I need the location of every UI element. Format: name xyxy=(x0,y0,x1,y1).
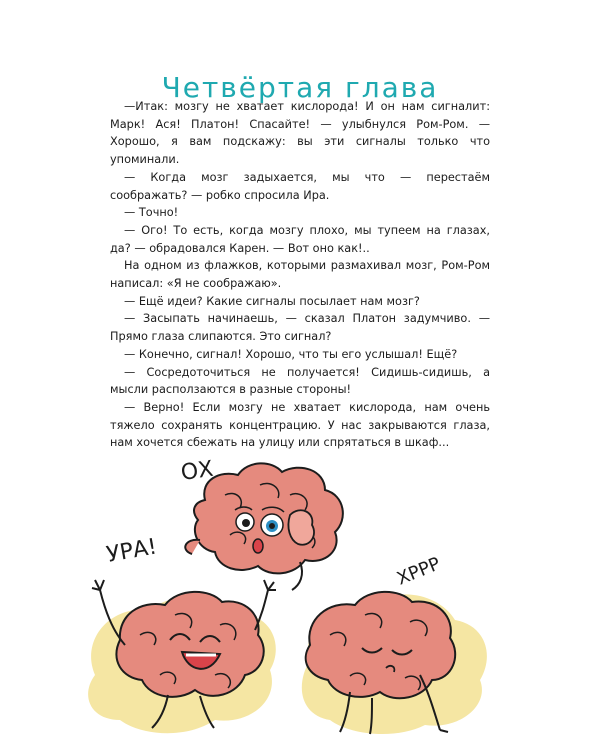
paragraph: — Верно! Если мозгу не хватает кислорода, нам очень тяжело сохранять концентрацию. У нас закрываются глаза, нам хочется сбежать на улицу или спрятаться в шкаф... xyxy=(110,400,490,450)
sound-effect-hooray: УРА! xyxy=(104,534,159,568)
chapter-text xyxy=(110,98,490,452)
paragraph: — Точно! xyxy=(124,206,179,220)
paragraph: — Ещё идеи? Какие сигналы посылает нам мозг? xyxy=(124,294,420,308)
brain-surprised xyxy=(185,463,343,590)
brains-illustration xyxy=(0,440,600,750)
paragraph: — Конечно, сигнал! Хорошо, что ты его услышал! Ещё? xyxy=(124,347,458,361)
paragraph: — Засыпать начинаешь, — сказал Платон задумчиво. — Прямо глаза слипаются. Это сигнал? xyxy=(110,312,490,344)
sound-effect-oh: ОХ xyxy=(179,456,215,486)
paragraph: На одном из флажков, которыми размахивал мозг, Ром-Ром написал: «Я не соображаю». xyxy=(110,259,490,291)
sound-effect-snore: ХРРР xyxy=(394,553,444,590)
paragraph: — Сосредоточиться не получается! Сидишь-сидишь, а мысли расползаются в разные стороны! xyxy=(110,365,490,397)
paragraph: — Ого! То есть, когда мозгу плохо, мы тупеем на глазах, да? — обрадовался Карен. — Вот оно как!.. xyxy=(110,223,490,255)
paragraph: —Итак: мозгу не хватает кислорода! И он нам сигналит: Марк! Ася! Платон! Спасайте! — улыбнулся Ром-Ром. — Хорошо, я вам подскажу: вы эти сигналы только что упоминали. xyxy=(110,100,490,167)
paragraph: — Когда мозг задыхается, мы что — перестаём соображать? — робко спросила Ира. xyxy=(110,170,490,202)
chapter-title: Четвёртая глава xyxy=(161,70,439,104)
